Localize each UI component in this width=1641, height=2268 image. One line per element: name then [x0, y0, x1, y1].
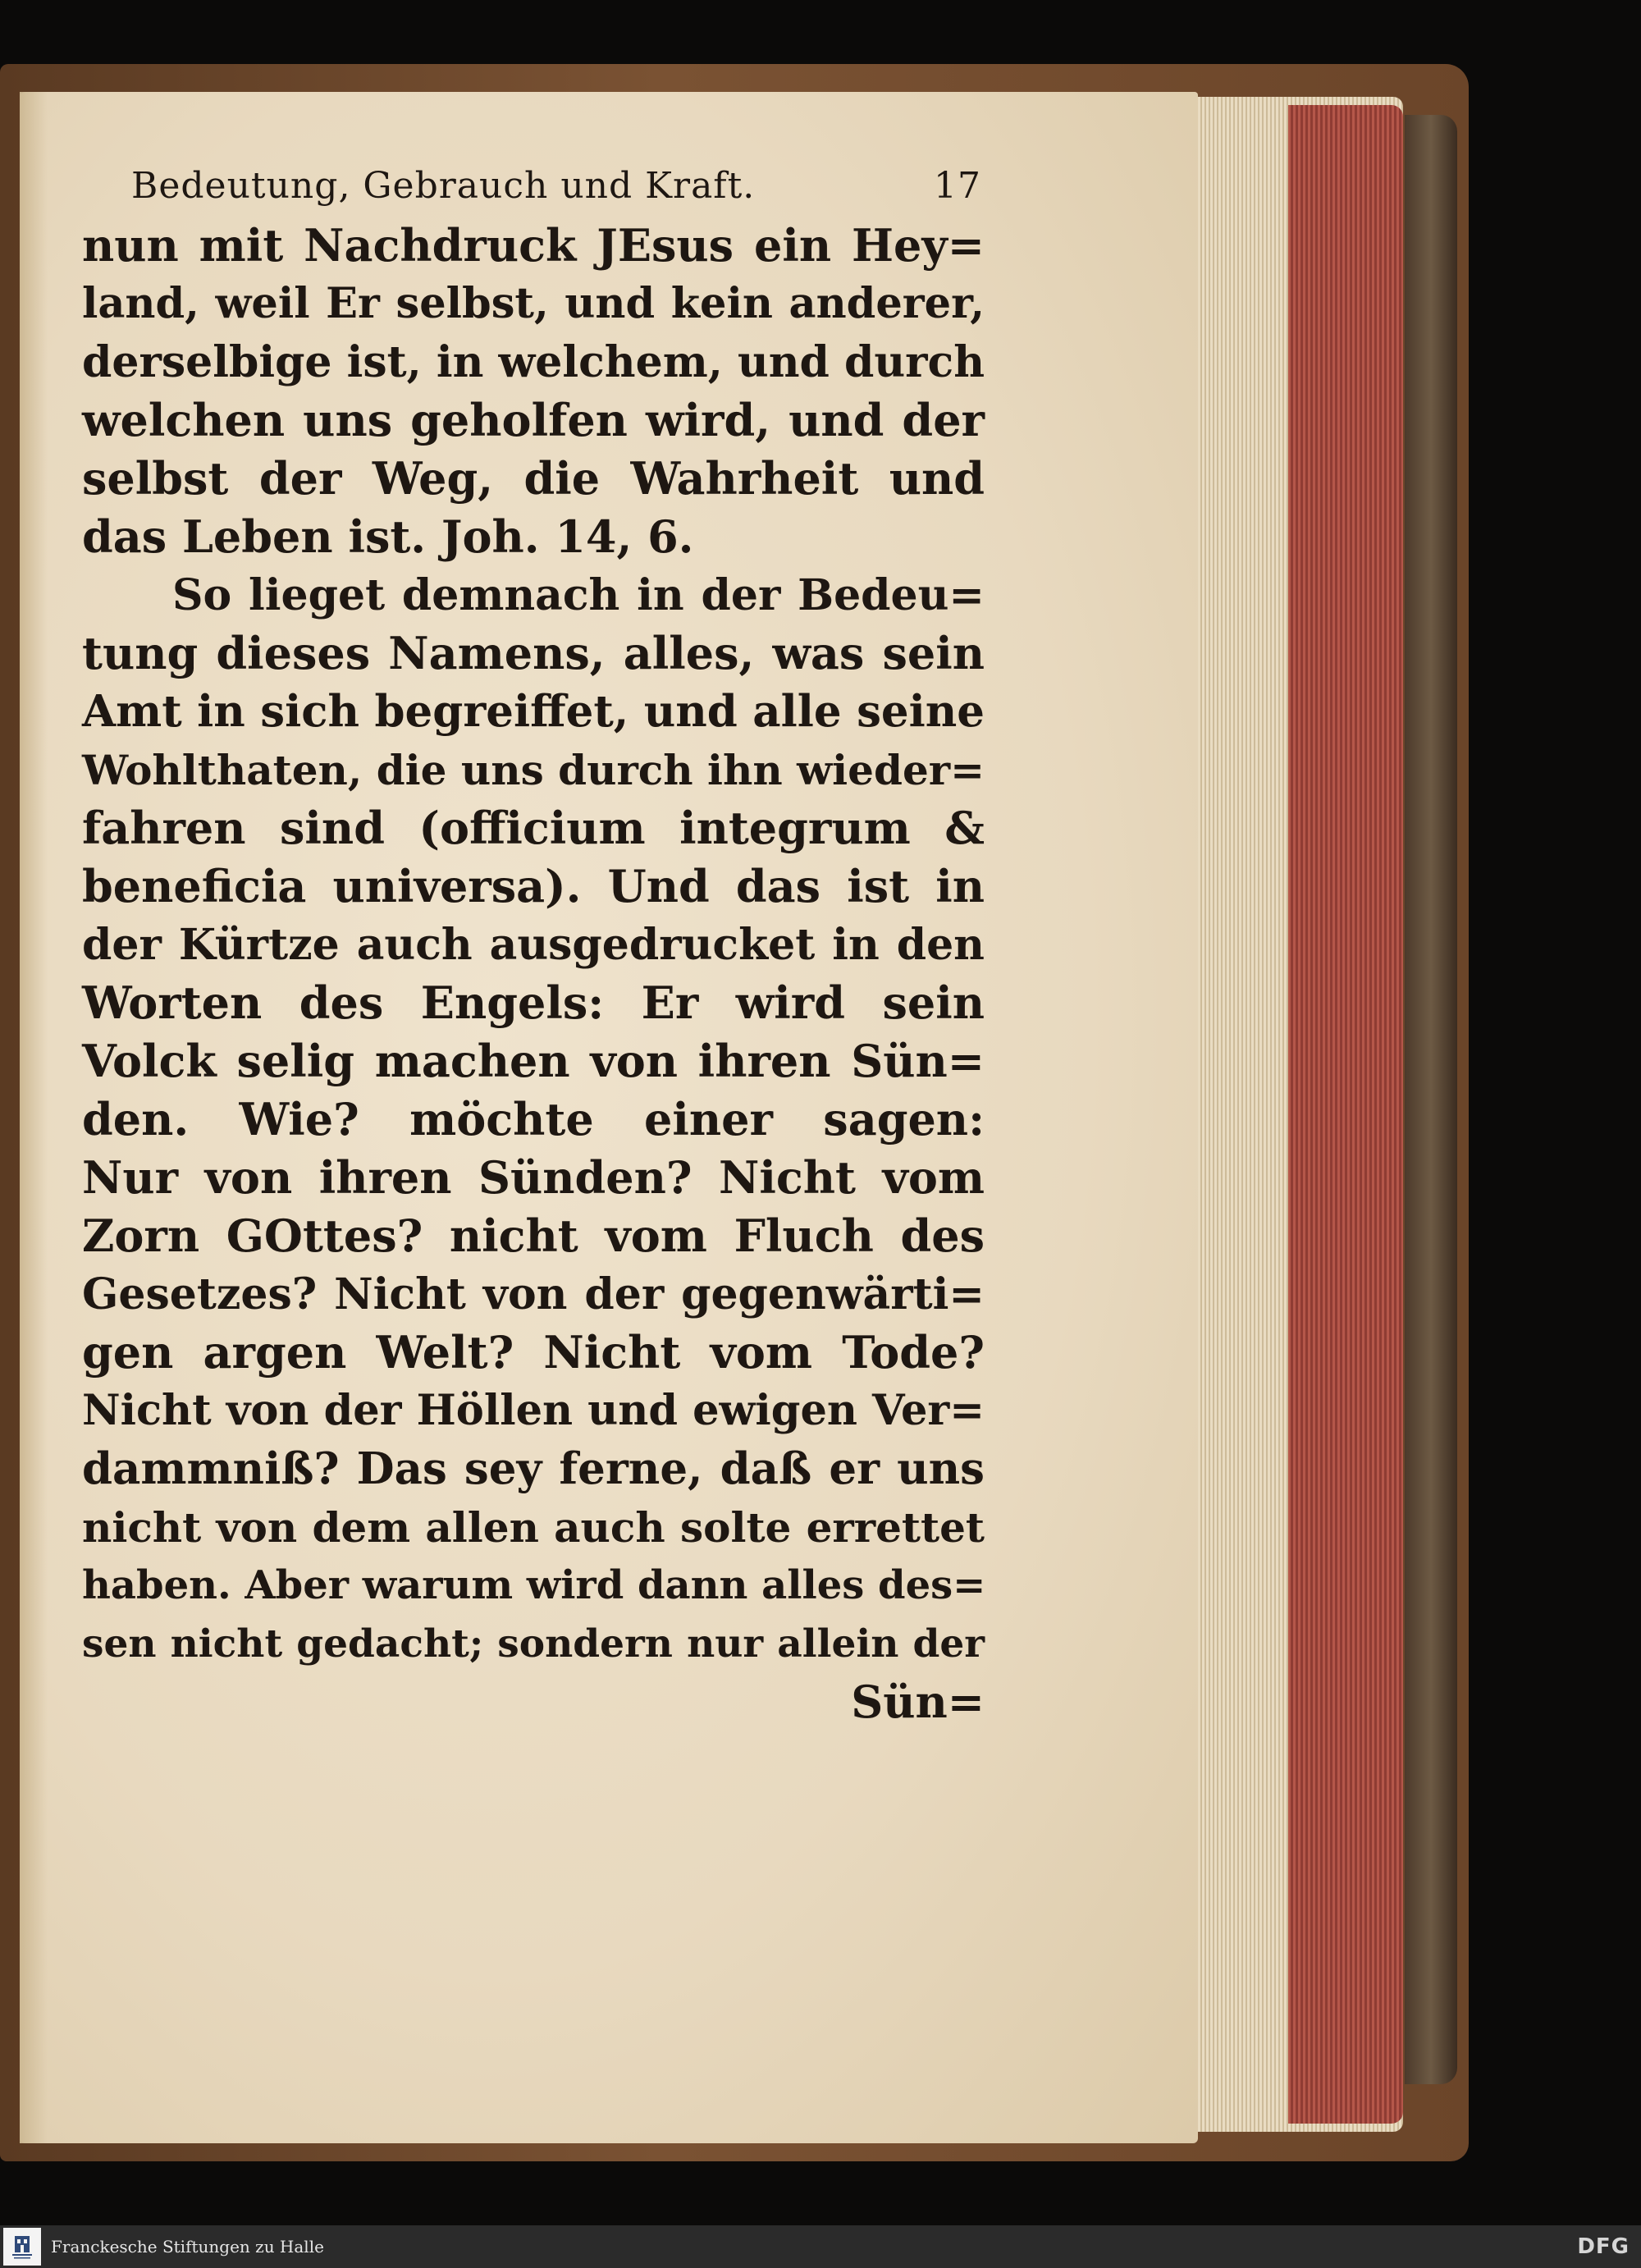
text-line: haben. Aber warum wird dann alles des=: [82, 1562, 986, 1608]
text-line: Volck selig machen von ihren Sün=: [82, 1035, 985, 1087]
cover-edge: [1405, 115, 1457, 2084]
text-line: beneficia universa). Und das ist in: [82, 860, 985, 912]
funder-logo[interactable]: DFG: [1577, 2234, 1630, 2259]
text-line: sen nicht gedacht; sondern nur allein der: [82, 1621, 985, 1667]
text-line: nun mit Nachdruck JEsus ein Hey=: [82, 219, 985, 272]
text-line: dammniß? Das sey ferne, daß er uns: [82, 1443, 985, 1494]
running-head: [82, 156, 985, 217]
text-line: Worten des Engels: Er wird sein: [82, 976, 985, 1029]
institution-logo-icon[interactable]: [3, 2228, 41, 2266]
text-line: land, weil Er selbst, und kein anderer,: [82, 279, 985, 328]
footer-left: [0, 2225, 324, 2268]
institution-name[interactable]: Franckesche Stiftungen zu Halle: [51, 2237, 324, 2257]
red-edge-gilding: [1288, 105, 1403, 2124]
catchword: Sün=: [851, 1676, 985, 1728]
text-line: nicht von dem allen auch solte errettet: [82, 1503, 985, 1552]
text-line: gen argen Welt? Nicht vom Tode?: [82, 1326, 985, 1379]
text-line: das Leben ist. Joh. 14, 6.: [82, 510, 694, 563]
text-line: Nicht von der Höllen und ewigen Ver=: [82, 1386, 985, 1435]
running-head-title: Bedeutung, Gebrauch und Kraft.: [131, 165, 756, 207]
text-block: [82, 156, 985, 1731]
text-line: Amt in sich begreiffet, und alle seine: [82, 686, 985, 737]
text-line: der Kürtze auch ausgedrucket in den: [82, 920, 985, 970]
text-line: Gesetzes? Nicht von der gegenwärti=: [82, 1269, 985, 1319]
text-line: selbst der Weg, die Wahrheit und: [82, 452, 985, 505]
text-line: Wohlthaten, die uns durch ihn wieder=: [82, 746, 985, 794]
text-line: So lieget demnach in der Bedeu=: [172, 570, 985, 620]
text-line: tung dieses Namens, alles, was sein: [82, 627, 985, 679]
text-line: Zorn GOttes? nicht vom Fluch des: [82, 1209, 985, 1262]
text-line: welchen uns geholfen wird, und der: [82, 394, 985, 446]
text-line: Nur von ihren Sünden? Nicht vom: [82, 1151, 985, 1204]
text-line: derselbige ist, in welchem, und durch: [82, 337, 985, 387]
text-line: den. Wie? möchte einer sagen:: [82, 1093, 985, 1145]
viewer-footer: [0, 2225, 1641, 2268]
text-line: fahren sind (officium integrum &: [82, 802, 985, 854]
page-number: 17: [934, 165, 981, 207]
page-gutter: [20, 92, 48, 2143]
